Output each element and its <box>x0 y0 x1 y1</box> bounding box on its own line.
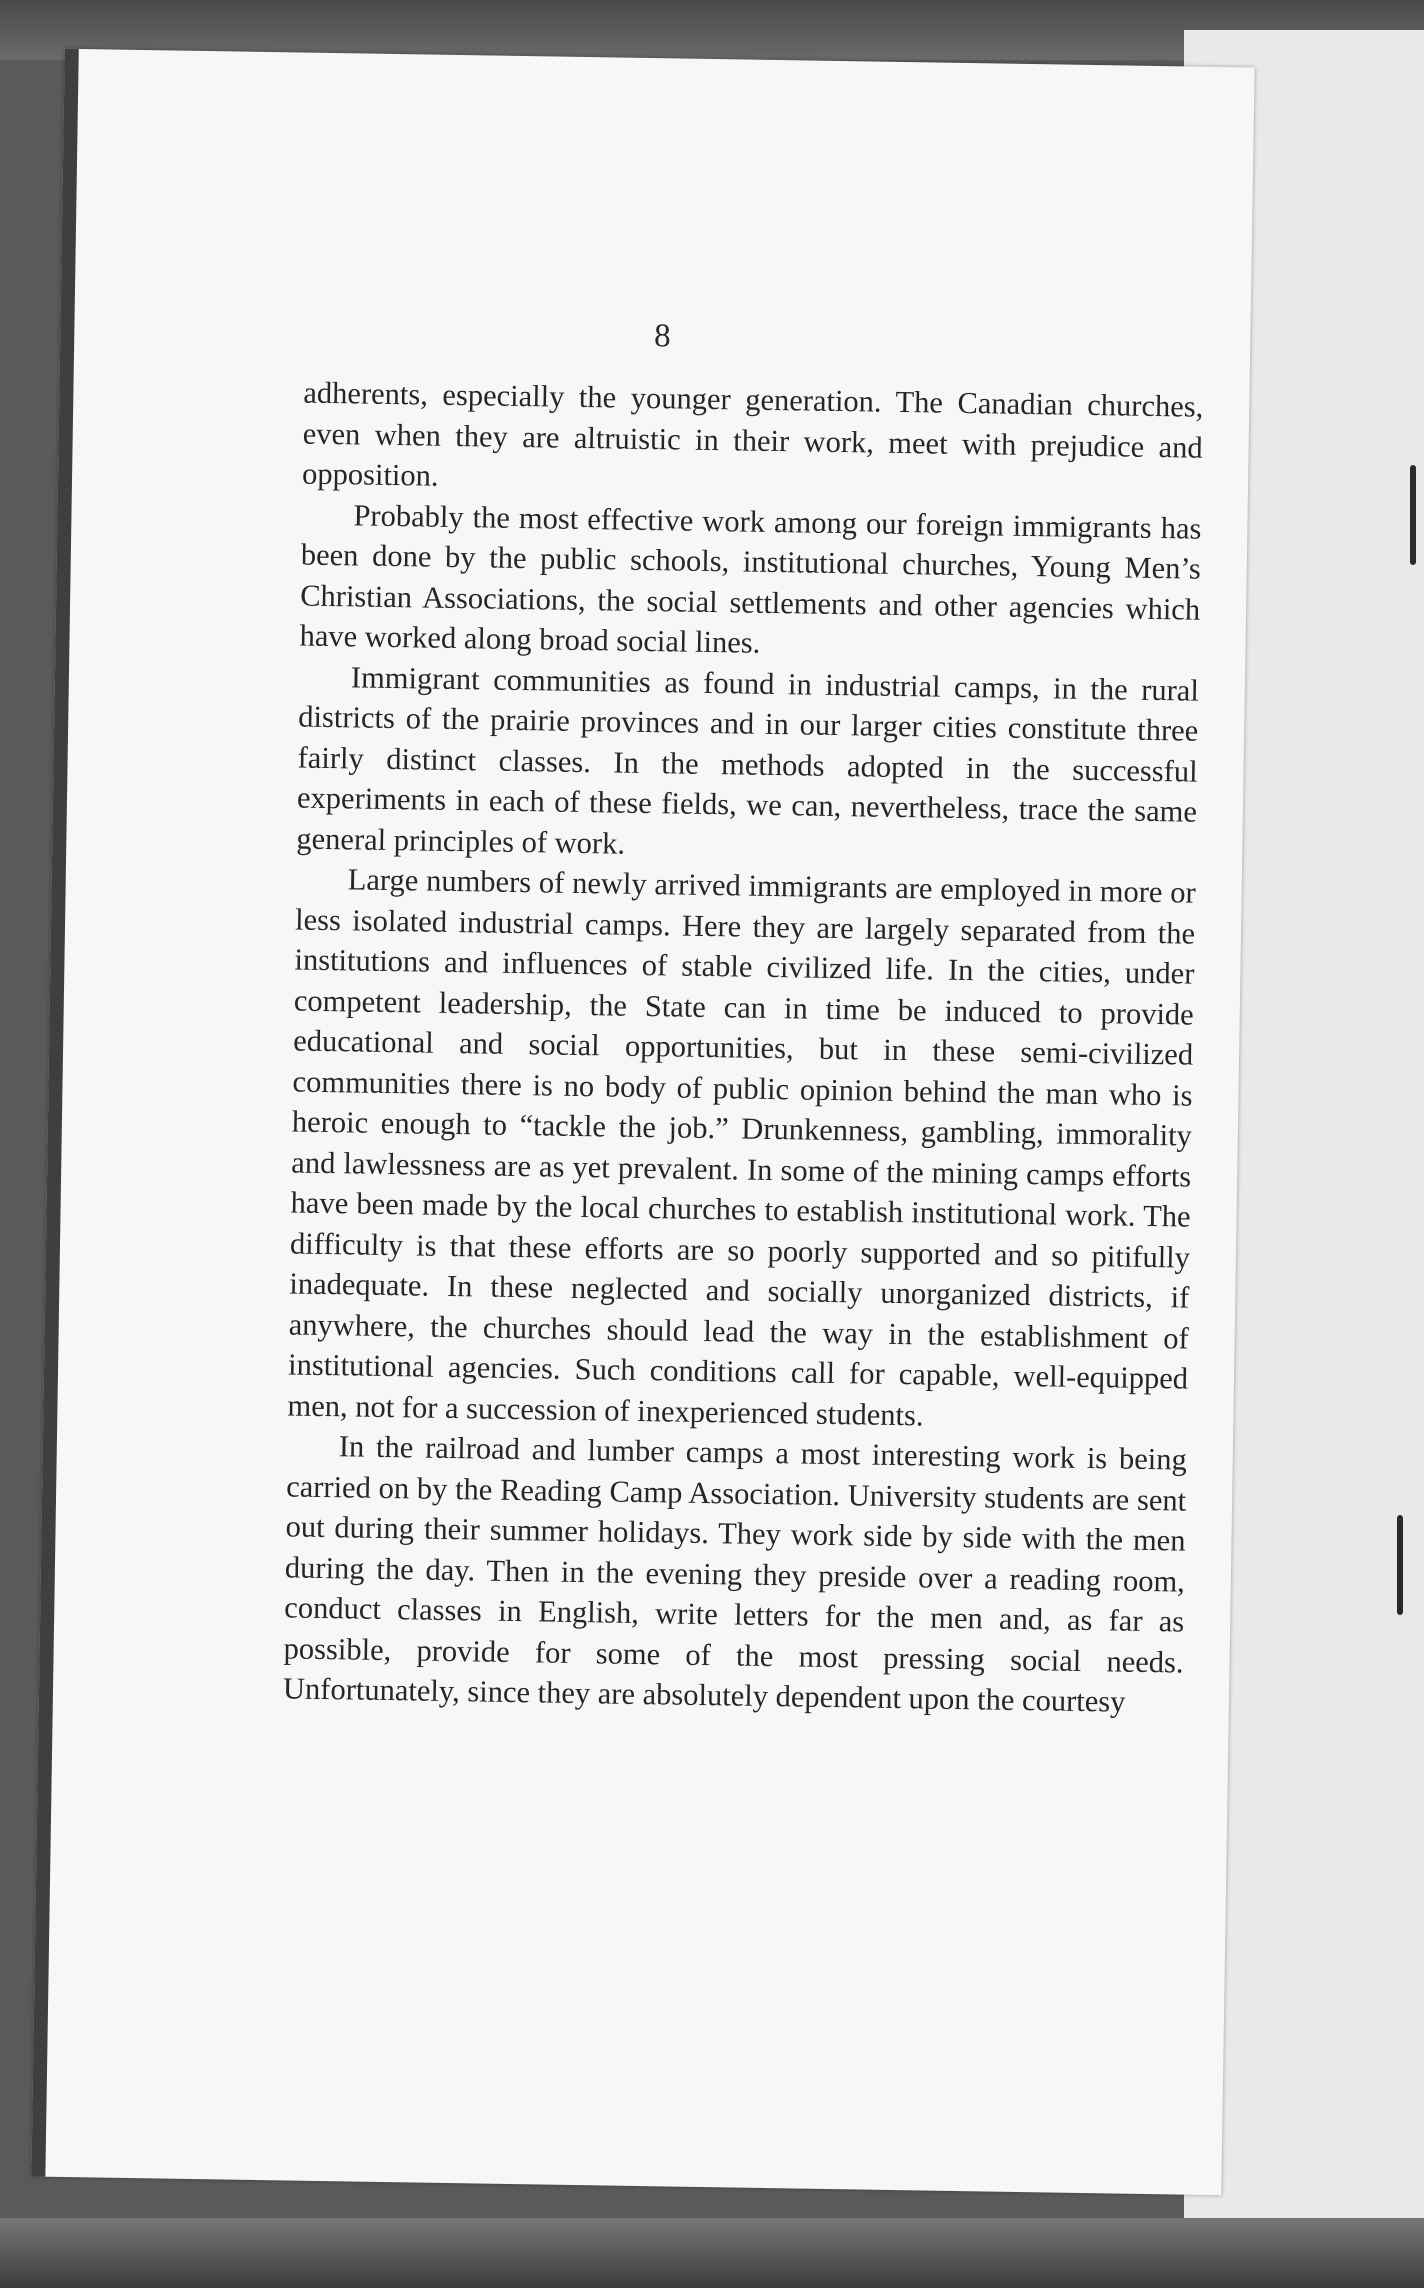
paragraph-3: Immigrant communities as found in industrial camps, in the rural districts of the prairie provinces and in our larger cities constitute three fairly distinct classes. In the methods adopted in the successful experiments in each of these fields, we can, nevertheless, trace the same general principles of work. <box>296 659 1200 861</box>
paragraph-2: Probably the most effective work among our foreign immigrants has been done by the public schools, institutional churches, Young Men’s Christian Associations, the social settlements and other agencies which have worked along broad social lines. <box>299 497 1202 660</box>
paragraph-4: Large numbers of newly arrived immigrants are employed in more or less isolated industrial camps. Here they are largely separated from the institutions and influences of stable civilized life. In the cities, under competent leadership, the State can in time be induced to provide educational and social opportunities, but in these semi-civilized communities there is no body of public opinion behind the man who is heroic enough to “tackle the job.” Drunkenness, gambling, immorality and lawlessness are as yet prevalent. In some of the mining camps efforts have been made by the local churches to establish institutional work. The difficulty is that these efforts are so poorly supported and so pitifully inadequate. In these neglected and socially unorganized districts, if anywhere, the churches should lead the way in the establishment of institutional agencies. Such conditions call for capable, well-equipped men, not for a succession of inexperienced students. <box>287 862 1196 1432</box>
page-body-text <box>283 373 1204 1723</box>
book-page <box>31 49 1254 2195</box>
page-number: 8 <box>653 318 671 355</box>
scan-background-bottom <box>0 2218 1424 2288</box>
paragraph-5: In the railroad and lumber camps a most interesting work is being carried on by the Reading Camp Association. University students are sent out during their summer holidays. They work side by side with the men during the day. Then in the evening they preside over a reading room, conduct classes in English, write letters for the men and, as far as possible, provide for some of the most pressing social needs. Unfortunately, since they are absolutely dependent upon the courtesy <box>282 1429 1188 1719</box>
scan-edge-mark-upper <box>1410 465 1416 565</box>
scan-edge-mark-lower <box>1397 1515 1403 1615</box>
paragraph-1: adherents, especially the younger generation. The Canadian churches, even when they are altruistic in their work, meet with prejudice and opposition. <box>301 375 1204 493</box>
